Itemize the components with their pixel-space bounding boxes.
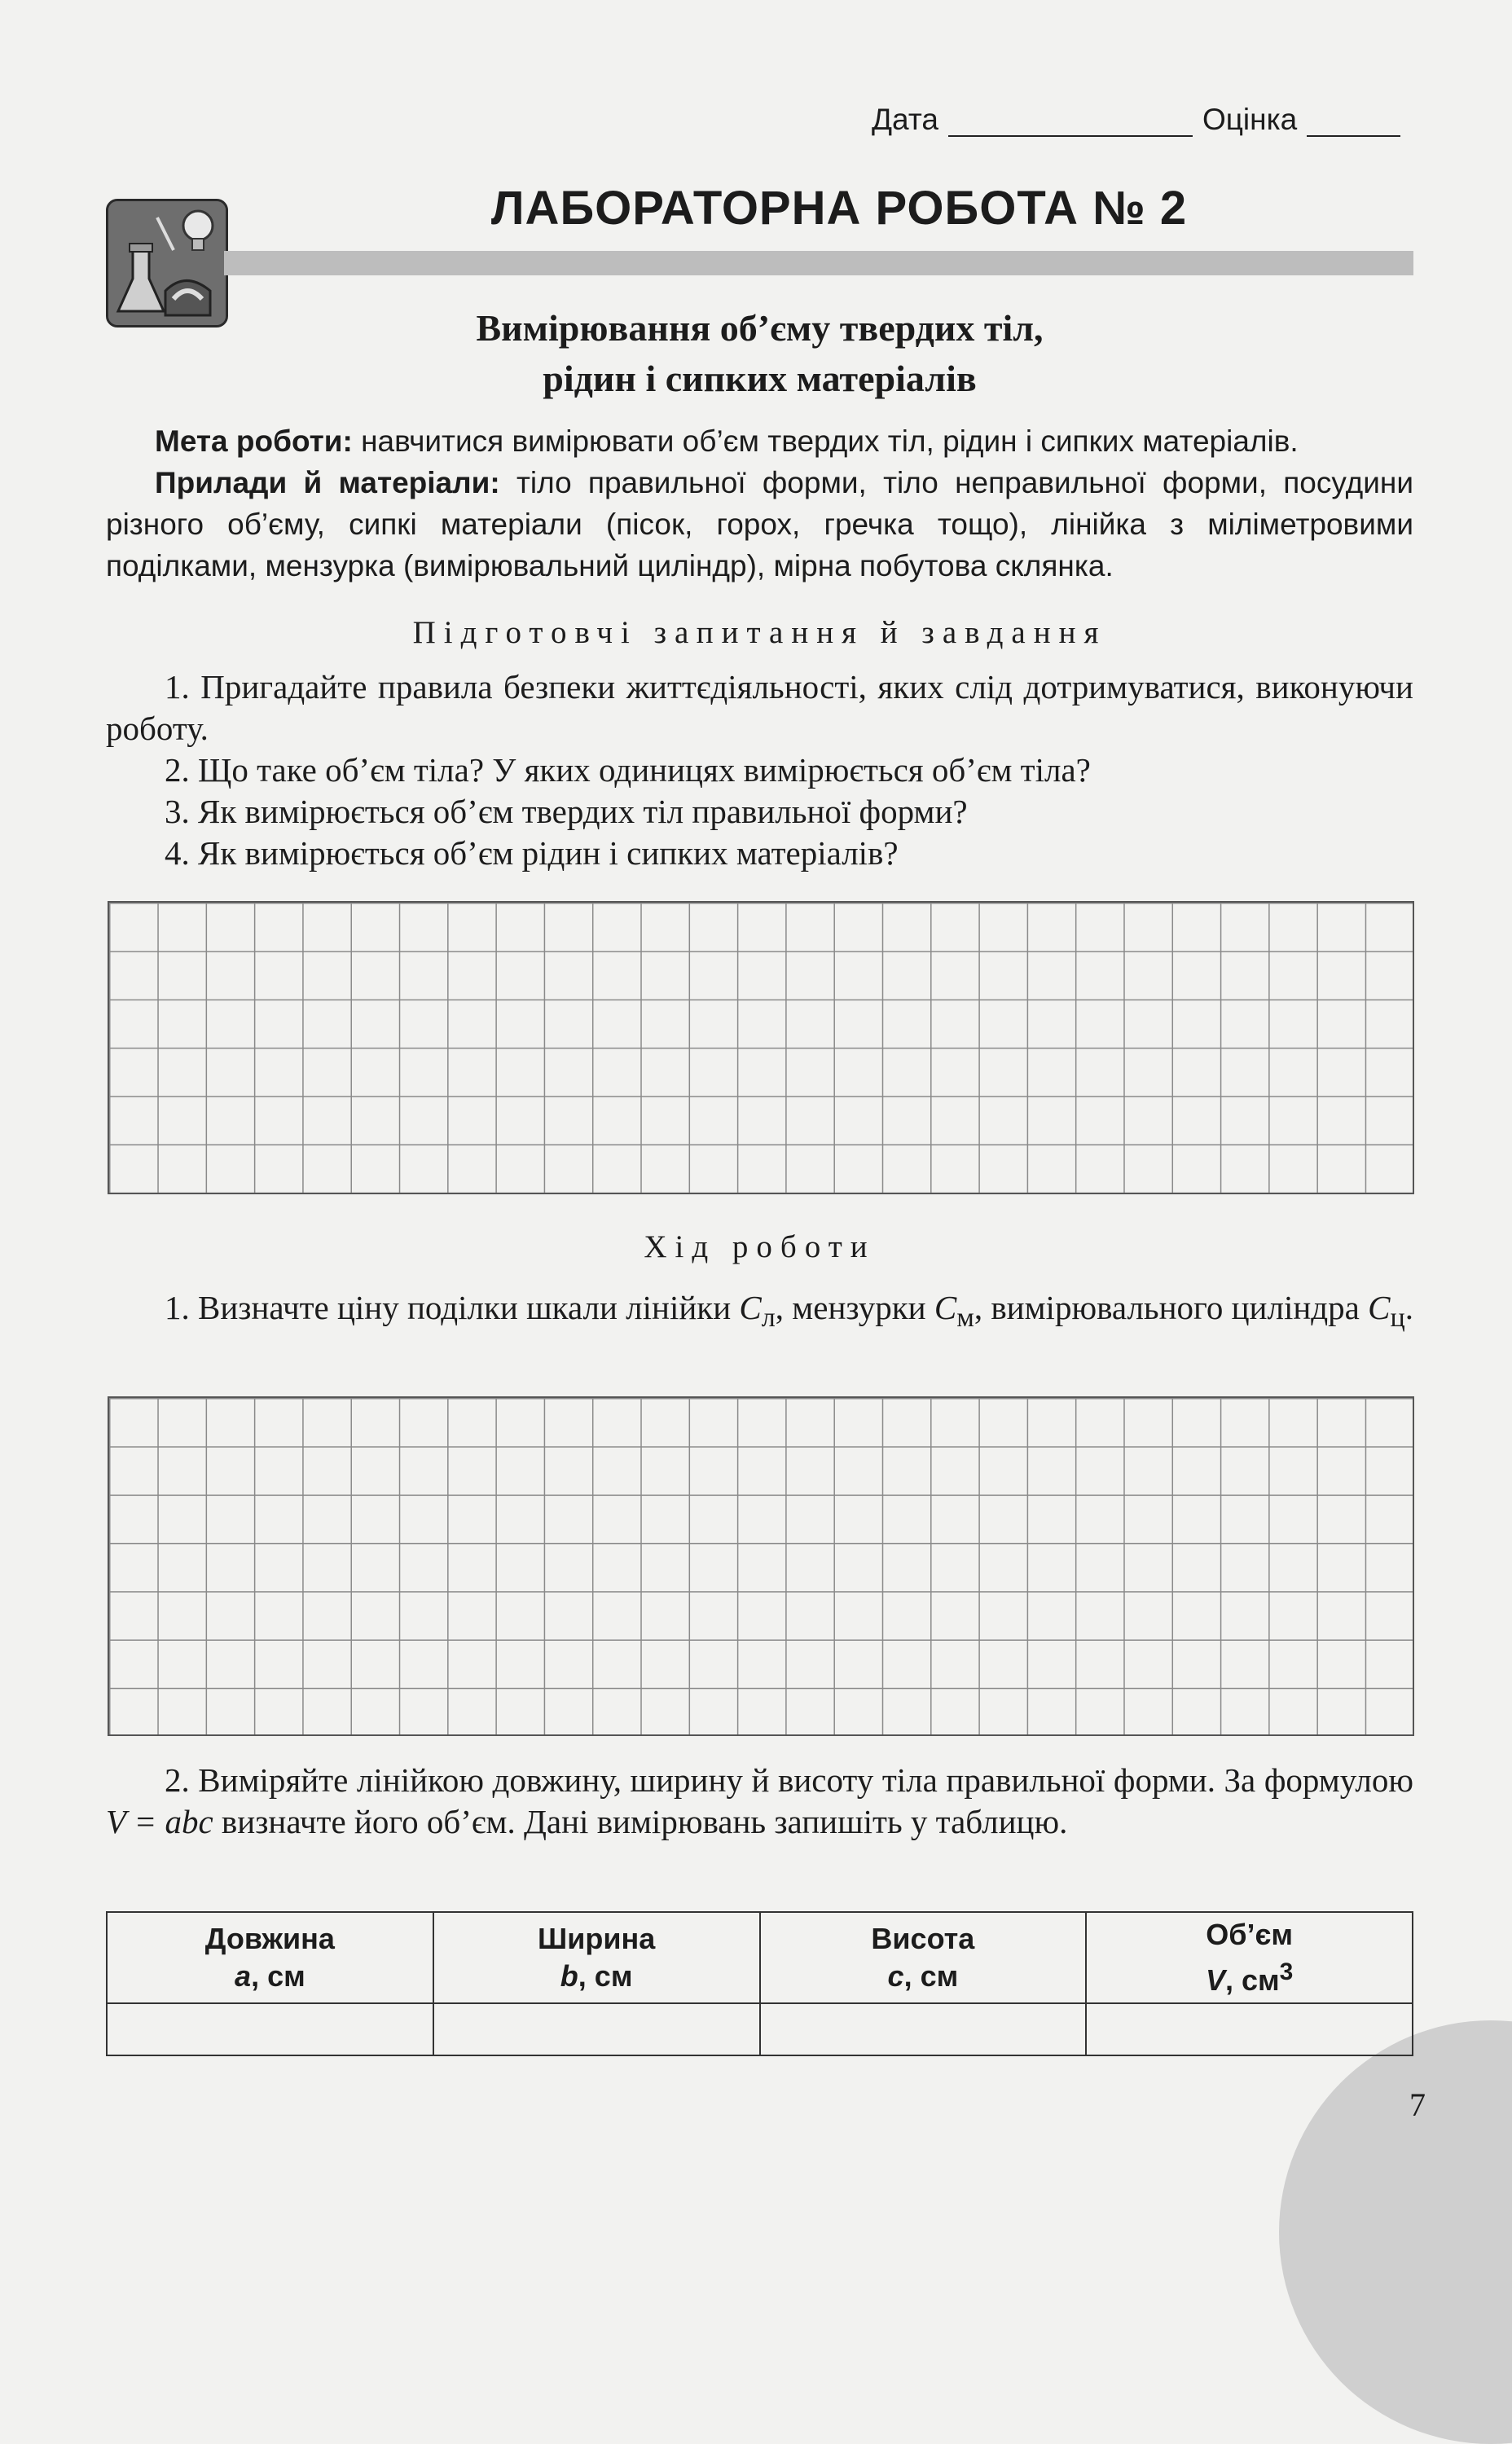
length-cell[interactable]	[107, 2003, 433, 2055]
column-length-name: Довжина	[204, 1922, 335, 1955]
measurement-table	[106, 1911, 1413, 2056]
volume-formula: V = abc	[106, 1803, 213, 1840]
grade-label: Оцінка	[1202, 103, 1298, 136]
width-cell[interactable]	[433, 2003, 760, 2055]
prep-heading: Підготовчі запитання й завдання	[412, 615, 1107, 650]
column-height-name: Висота	[871, 1922, 975, 1955]
step-1-text-c: , вимірювального циліндра	[974, 1289, 1369, 1326]
grade-field[interactable]	[1307, 104, 1400, 137]
work-subtitle	[106, 303, 1413, 404]
column-length	[107, 1912, 433, 2003]
column-width-name: Ширина	[538, 1922, 656, 1955]
prep-question-2: 2. Що таке об’єм тіла? У яких одиницях вимірюється об’єм тіла?	[165, 751, 1091, 789]
sub-ruler: л	[761, 1303, 776, 1334]
step-1-text-d: .	[1404, 1289, 1413, 1326]
step-1-text-a: 1. Визначте ціну поділки шкали лінійки	[165, 1289, 740, 1326]
column-volume-unit: , см	[1224, 1963, 1280, 1997]
step-2-text-b: визначте його об’єм. Дані вимірювань запишіть у таблицю.	[213, 1803, 1068, 1840]
prep-question-1: 1. Пригадайте правила безпеки життєдіяльності, яких слід дотримуватися, виконуючи роботу.	[106, 668, 1413, 747]
equipment-label: Прилади й матеріали:	[155, 466, 500, 499]
title-underline-bar	[224, 251, 1413, 275]
table-row	[107, 2003, 1413, 2055]
column-width-symbol: b	[560, 1959, 578, 1993]
answer-grid-1[interactable]	[108, 901, 1414, 1194]
table-header-row	[107, 1912, 1413, 2003]
step-2	[106, 1760, 1413, 1843]
column-volume-name: Об’єм	[1206, 1918, 1293, 1951]
goal-text: навчитися вимірювати об’єм твердих тіл, рідин і сипких матеріалів.	[361, 424, 1299, 458]
height-cell[interactable]	[760, 2003, 1087, 2055]
sub-beaker: м	[956, 1303, 974, 1334]
c-symbol-cylinder: C	[1368, 1289, 1391, 1326]
column-height	[760, 1912, 1087, 2003]
date-label: Дата	[872, 103, 938, 136]
date-grade-row	[872, 96, 1413, 137]
step-1	[106, 1287, 1413, 1338]
prep-question-4: 4. Як вимірюється об’єм рідин і сипких матеріалів?	[165, 834, 899, 872]
goal-label: Мета роботи:	[155, 424, 353, 458]
sub-cylinder: ц	[1390, 1303, 1405, 1334]
equipment-text: тіло правильної форми, тіло неправильної форми, посудини різного об’єму, сипкі матеріали (пісок, горох, гречка тощо), лінійка з міліметровими поділками, мензурка (вимірювальний циліндр), мірна побутова склянка.	[106, 466, 1413, 582]
work-heading: Хід роботи	[644, 1229, 876, 1264]
equipment-paragraph	[106, 462, 1413, 587]
date-field[interactable]	[948, 104, 1193, 137]
column-width-unit: , см	[578, 1959, 633, 1993]
column-height-symbol: c	[887, 1959, 904, 1993]
goal-paragraph	[106, 420, 1413, 462]
column-height-unit: , см	[903, 1959, 959, 1993]
answer-grid-2[interactable]	[108, 1396, 1414, 1736]
column-length-unit: , см	[251, 1959, 305, 1993]
column-length-symbol: a	[235, 1959, 252, 1993]
c-symbol-ruler: C	[739, 1289, 762, 1326]
column-width	[433, 1912, 760, 2003]
page-title: ЛАБОРАТОРНА РОБОТА № 2	[490, 182, 1188, 235]
volume-cell[interactable]	[1086, 2003, 1413, 2055]
subtitle-line-1: Вимірювання об’єму твердих тіл,	[476, 307, 1044, 349]
prep-question-3: 3. Як вимірюється об’єм твердих тіл правильної форми?	[165, 793, 968, 830]
step-2-text-a: 2. Виміряйте лінійкою довжину, ширину й висоту тіла правильної форми. За формулою	[165, 1761, 1413, 1799]
page-number: 7	[1409, 2086, 1426, 2123]
step-1-text-b: , мензурки	[775, 1289, 934, 1326]
column-volume-sup: 3	[1279, 1958, 1294, 1985]
subtitle-line-2: рідин і сипких матеріалів	[543, 358, 977, 399]
c-symbol-beaker: C	[934, 1289, 957, 1326]
page-corner-decoration	[1279, 2020, 1512, 2444]
column-volume-symbol: V	[1205, 1963, 1225, 1997]
column-volume	[1086, 1912, 1413, 2003]
